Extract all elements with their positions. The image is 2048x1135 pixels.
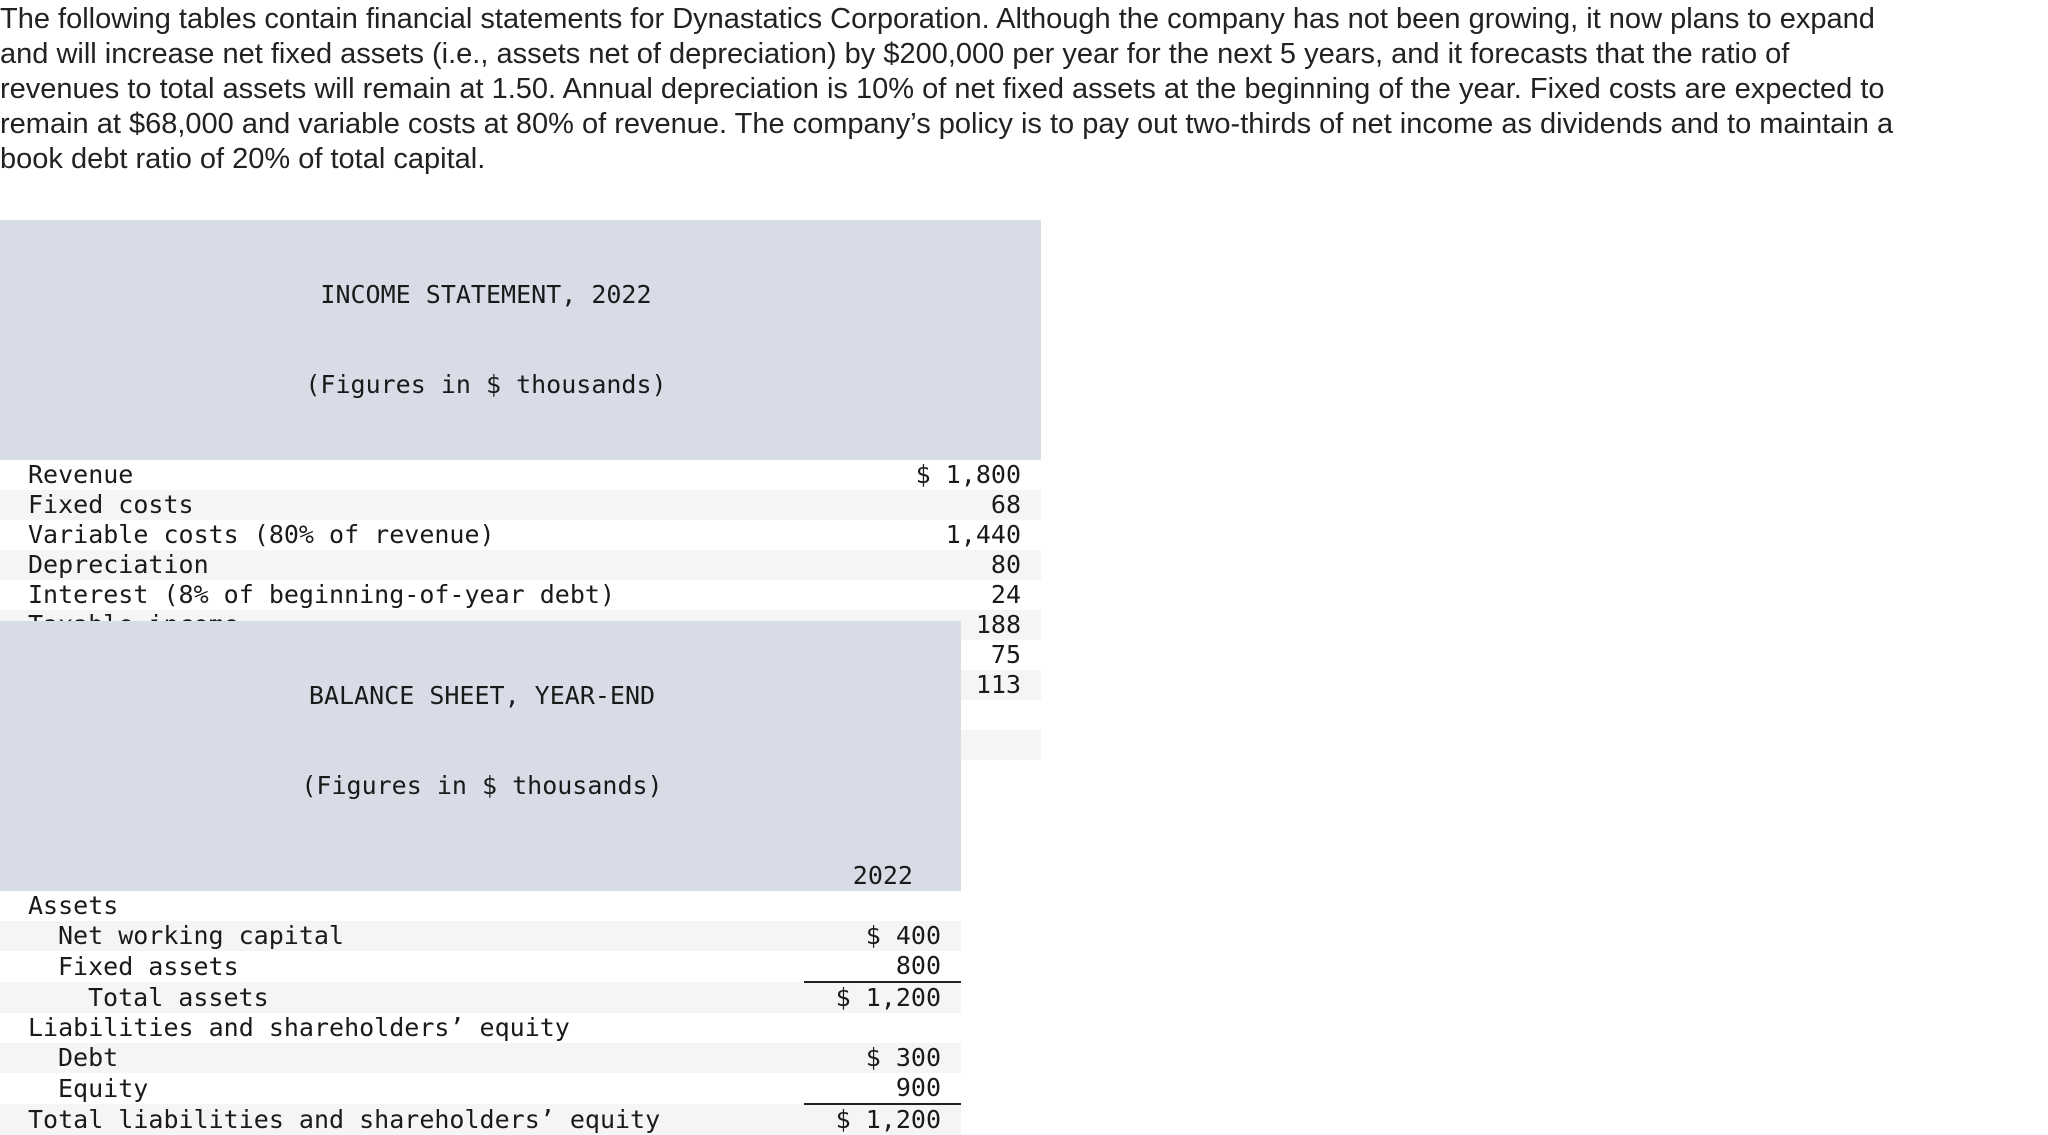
income-title-line1: INCOME STATEMENT, 2022 (320, 280, 652, 309)
total-assets-label: Total assets (88, 982, 269, 1012)
debt-value: $ 300 (865, 1043, 941, 1072)
assets-label: Assets (28, 891, 119, 920)
total-liabilities-value: $ 1,200 (835, 1105, 941, 1134)
balance-title (0, 621, 804, 861)
debt-label: Debt (58, 1043, 119, 1072)
income-sub-value: $ 75 (811, 700, 873, 729)
income-label: Revenue (28, 460, 134, 489)
income-label: Depreciation (28, 550, 209, 579)
income-title-line2: (Figures in $ thousands) (305, 370, 667, 399)
nwc-label: Net working capital (58, 921, 344, 950)
income-sub-label: Dividends (58, 700, 194, 729)
income-value: 80 (990, 550, 1021, 579)
income-value: 24 (990, 580, 1021, 609)
income-value: 188 (975, 610, 1021, 639)
total-assets-value: $ 1,200 (835, 983, 941, 1012)
equity-label: Equity (58, 1073, 149, 1103)
income-label: Taxes (at 40%) (28, 640, 239, 669)
balance-row (0, 921, 961, 951)
liabilities-label: Liabilities and shareholders’ equity (28, 1013, 570, 1042)
income-title (0, 220, 812, 460)
income-label: Fixed costs (28, 490, 194, 519)
income-label: Variable costs (80% of revenue) (28, 520, 495, 549)
balance-sheet-table (0, 621, 961, 1135)
total-liabilities-label: Total liabilities and shareholders’ equity (28, 1104, 661, 1134)
income-value: $ 113 (945, 670, 1021, 699)
fixed-assets-label: Fixed assets (58, 951, 239, 981)
income-label: Net income (28, 670, 179, 699)
problem-intro: The following tables contain financial statements for Dynastatics Corporation. Although the company has not been growing, it now plans to expand and will increase net fixed assets (i.e., assets net of depreciation) by $200,000 per year for the next 5 years, and it forecasts that the ratio of revenues to total assets will remain at 1.50. Annual depreciation is 10% of net fixed assets at the beginning of the year. Fixed costs are expected to remain at $68,000 and variable costs at 80% of revenue. The company’s policy is to pay out two-thirds of net income as dividends and to maintain a book debt ratio of 20% of total capital. (0, 3, 1894, 175)
income-label: Taxable income (28, 610, 239, 639)
income-value: 75 (990, 640, 1021, 669)
balance-row (0, 1104, 961, 1135)
income-row (0, 490, 1041, 520)
balance-year-row (0, 861, 961, 891)
balance-header (0, 621, 961, 861)
equity-value: 900 (804, 1073, 961, 1104)
balance-title-line2: (Figures in $ thousands) (301, 771, 663, 800)
balance-title-line1: BALANCE SHEET, YEAR-END (308, 681, 656, 710)
income-row (0, 520, 1041, 550)
nwc-value: $ 400 (865, 921, 941, 950)
income-value: $ 1,800 (915, 460, 1021, 489)
balance-row (0, 1013, 961, 1043)
fixed-assets-value: 800 (804, 951, 961, 982)
income-sub-label: Addition to retained earnings (58, 730, 495, 759)
income-sub-value: $ 38 (811, 730, 873, 759)
balance-row (0, 982, 961, 1013)
income-row (0, 580, 1041, 610)
year-header: 2022 (852, 861, 913, 890)
balance-row (0, 1073, 961, 1104)
income-header (0, 220, 1041, 460)
income-row (0, 550, 1041, 580)
income-row (0, 460, 1041, 490)
balance-row (0, 1043, 961, 1073)
income-value: 1,440 (945, 520, 1021, 549)
balance-row (0, 891, 961, 921)
income-label: Interest (8% of beginning-of-year debt) (28, 580, 615, 609)
balance-row (0, 951, 961, 982)
income-value: 68 (990, 490, 1021, 519)
